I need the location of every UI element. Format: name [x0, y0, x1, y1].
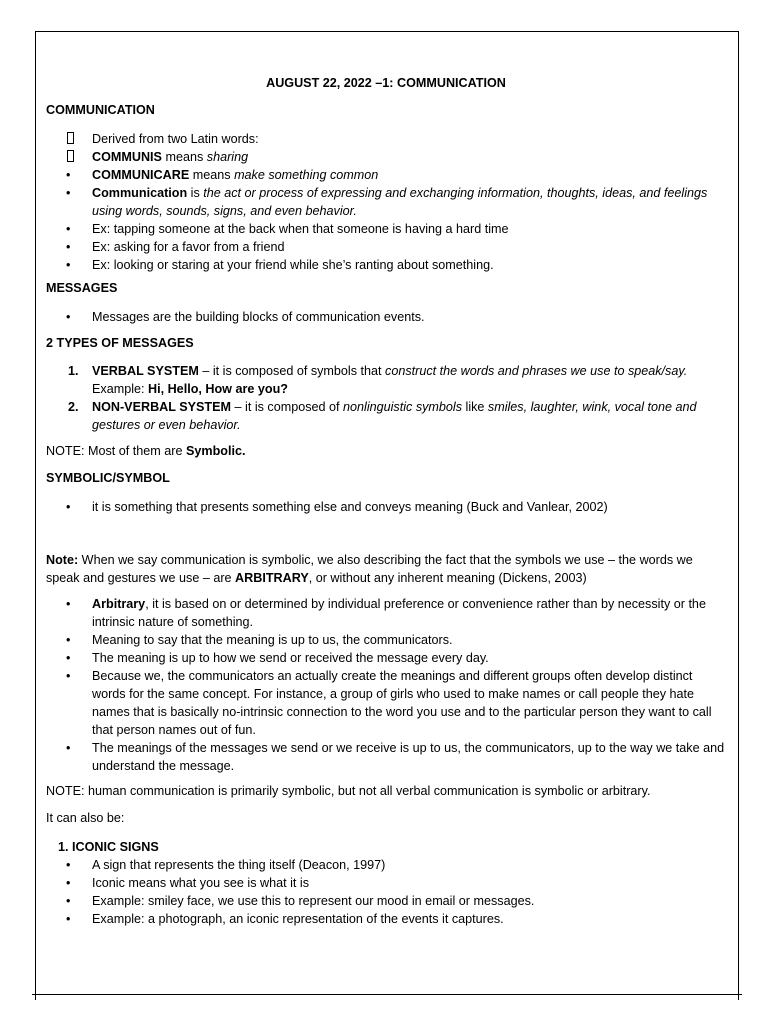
list-item-iconic: 1. ICONIC SIGNS: [58, 840, 159, 854]
list-item-verbal: 1. VERBAL SYSTEM – it is composed of symbols that construct the words and phrases we use to speak/say. Example: Hi, Hello, How are you?: [68, 364, 688, 396]
corner-tick-right: [738, 990, 739, 1000]
bullet-icon: •: [66, 633, 71, 647]
communication-list: [46, 130, 726, 274]
bullet-icon: •: [66, 651, 71, 665]
list-item: • Ex: tapping someone at the back when that someone is having a hard time: [66, 222, 509, 236]
note-human-communication: NOTE: human communication is primarily symbolic, but not all verbal communication is symbolic or arbitrary.: [46, 784, 651, 798]
section-heading-messages: MESSAGES: [46, 281, 118, 295]
bullet-icon: •: [66, 500, 71, 514]
square-bullet-icon: [67, 150, 74, 162]
symbolic-list: [46, 498, 726, 516]
list-item: • Meaning to say that the meaning is up to us, the communicators.: [66, 633, 453, 647]
types-list: [46, 362, 726, 434]
bullet-icon: •: [66, 310, 71, 324]
list-item: • Because we, the communicators an actually create the meanings and different groups often develop distinct words for the same concept. For instance, a group of girls who used to make names or call people they hate names that is basically no-intrinsic connection to the word you use and to the particular person they want to call that person names out of fun.: [66, 669, 712, 737]
bullet-icon: •: [66, 876, 71, 890]
list-item: • Communication is the act or process of expressing and exchanging information, thoughts, ideas, and feelings using words, sounds, signs, and even behavior.: [66, 186, 708, 218]
section-heading-communication: COMMUNICATION: [46, 103, 155, 117]
document-body: [46, 74, 726, 928]
square-bullet-icon: [67, 132, 74, 144]
list-item: • Arbitrary, it is based on or determined by individual preference or convenience rather than by necessity or the intrinsic nature of something.: [66, 597, 706, 629]
list-item: • COMMUNICARE means make something common: [66, 168, 379, 182]
iconic-list: [46, 856, 726, 928]
list-item: • it is something that presents something else and conveys meaning (Buck and Vanlear, 2002): [66, 500, 608, 514]
bottom-rule: [32, 994, 742, 995]
arbitrary-list: [46, 595, 726, 775]
list-item: • Ex: looking or staring at your friend while she’s ranting about something.: [66, 258, 494, 272]
bullet-icon: •: [66, 168, 71, 182]
bullet-icon: •: [66, 240, 71, 254]
document-title: AUGUST 22, 2022 –1: COMMUNICATION: [266, 76, 506, 90]
bullet-icon: •: [66, 858, 71, 872]
list-item: COMMUNIS means sharing: [46, 148, 726, 166]
iconic-heading-list: [46, 838, 726, 856]
list-item: • A sign that represents the thing itself (Deacon, 1997): [66, 858, 386, 872]
list-item: • Iconic means what you see is what it is: [66, 876, 309, 890]
bullet-icon: •: [66, 741, 71, 755]
list-item: • Example: smiley face, we use this to represent our mood in email or messages.: [66, 894, 535, 908]
bullet-icon: •: [66, 912, 71, 926]
section-heading-types: 2 TYPES OF MESSAGES: [46, 336, 194, 350]
bullet-icon: •: [66, 894, 71, 908]
section-heading-symbolic: SYMBOLIC/SYMBOL: [46, 471, 170, 485]
bullet-icon: •: [66, 669, 71, 683]
list-item: Derived from two Latin words:: [46, 130, 726, 148]
messages-list: [46, 308, 726, 326]
list-item: • Messages are the building blocks of communication events.: [66, 310, 425, 324]
bullet-icon: •: [66, 258, 71, 272]
also-text: It can also be:: [46, 811, 125, 825]
note-arbitrary: Note: When we say communication is symbolic, we also describing the fact that the symbols we use – the words we speak and gestures we use – are ARBITRARY, or without any inherent meaning (Dickens, 2003): [46, 553, 693, 585]
corner-tick-left: [35, 990, 36, 1000]
list-item: • Example: a photograph, an iconic representation of the events it captures.: [66, 912, 504, 926]
list-item: • Ex: asking for a favor from a friend: [66, 240, 285, 254]
list-item: • The meanings of the messages we send or we receive is up to us, the communicators, up to the way we take and understand the message.: [66, 741, 725, 773]
list-item-nonverbal: 2. NON-VERBAL SYSTEM – it is composed of nonlinguistic symbols like smiles, laughter, wink, vocal tone and gestures or even behavior.: [68, 400, 697, 432]
iconic-heading: ICONIC SIGNS: [72, 840, 159, 854]
note-symbolic: NOTE: Most of them are Symbolic.: [46, 444, 246, 458]
bullet-icon: •: [66, 597, 71, 611]
bullet-icon: •: [66, 186, 71, 200]
list-item: • The meaning is up to how we send or received the message every day.: [66, 651, 489, 665]
bullet-icon: •: [66, 222, 71, 236]
